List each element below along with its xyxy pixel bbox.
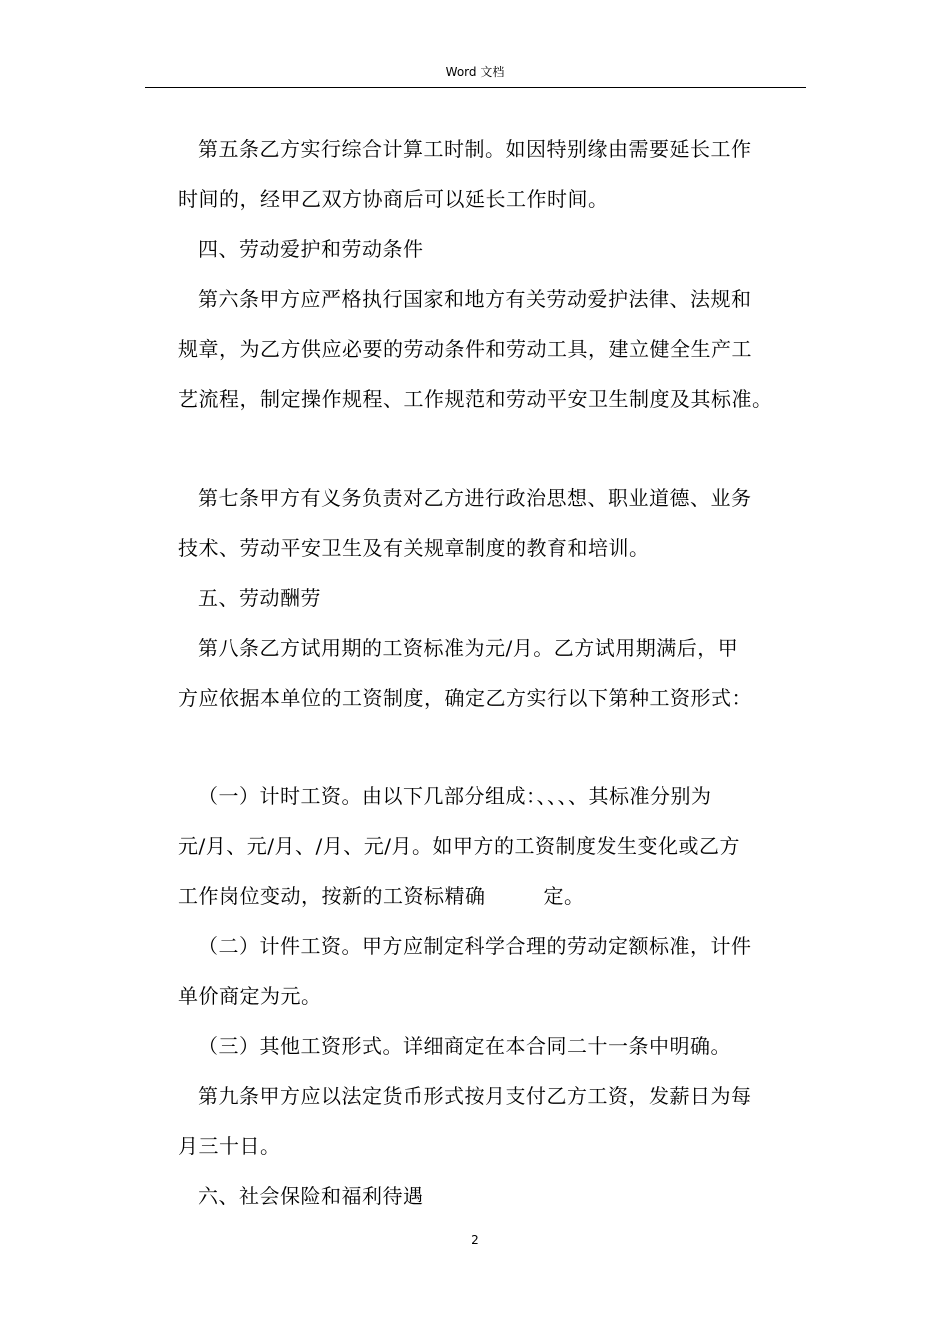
paragraph-line: 第八条乙方试用期的工资标准为元/月。乙方试用期满后，甲 bbox=[198, 636, 739, 660]
paragraph-line: 时间的，经甲乙双方协商后可以延长工作时间。 bbox=[178, 187, 609, 211]
page-header-title: Word 文档 bbox=[445, 65, 505, 79]
paragraph-line: 规章，为乙方供应必要的劳动条件和劳动工具，建立健全生产工 bbox=[178, 337, 752, 361]
paragraph-line: （一）计时工资。由以下几部分组成：、、、、其标准分别为 bbox=[198, 784, 712, 808]
header-divider bbox=[145, 87, 806, 88]
paragraph-line: 第六条甲方应严格执行国家和地方有关劳动爱护法律、法规和 bbox=[198, 287, 752, 311]
paragraph-line: 艺流程，制定操作规程、工作规范和劳动平安卫生制度及其标准。 bbox=[178, 387, 773, 411]
section-heading: 四、劳动爱护和劳动条件 bbox=[198, 237, 424, 261]
paragraph-line: 第五条乙方实行综合计算工时制。如因特别缘由需要延长工作 bbox=[198, 137, 752, 161]
paragraph-line: （三）其他工资形式。详细商定在本合同二十一条中明确。 bbox=[198, 1034, 731, 1058]
paragraph-line: 月三十日。 bbox=[178, 1134, 281, 1158]
paragraph-line: 方应依据本单位的工资制度，确定乙方实行以下第种工资形式： bbox=[178, 686, 752, 710]
paragraph-line bbox=[178, 883, 585, 909]
paragraph-line-part: 工作岗位变动，按新的工资标精确 bbox=[178, 884, 486, 908]
paragraph-line-part: 定。 bbox=[543, 884, 585, 908]
paragraph-line: 第七条甲方有义务负责对乙方进行政治思想、职业道德、业务 bbox=[198, 486, 752, 510]
paragraph-line: 元/月、元/月、/月、元/月。如甲方的工资制度发生变化或乙方 bbox=[178, 834, 740, 858]
section-heading: 六、社会保险和福利待遇 bbox=[198, 1184, 424, 1208]
paragraph-line: 技术、劳动平安卫生及有关规章制度的教育和培训。 bbox=[178, 536, 650, 560]
page-number: 2 bbox=[471, 1233, 479, 1247]
paragraph-line: （二）计件工资。甲方应制定科学合理的劳动定额标准，计件 bbox=[198, 934, 752, 958]
paragraph-line: 第九条甲方应以法定货币形式按月支付乙方工资，发薪日为每 bbox=[198, 1084, 752, 1108]
paragraph-line: 单价商定为元。 bbox=[178, 984, 322, 1008]
section-heading: 五、劳动酬劳 bbox=[198, 586, 321, 610]
